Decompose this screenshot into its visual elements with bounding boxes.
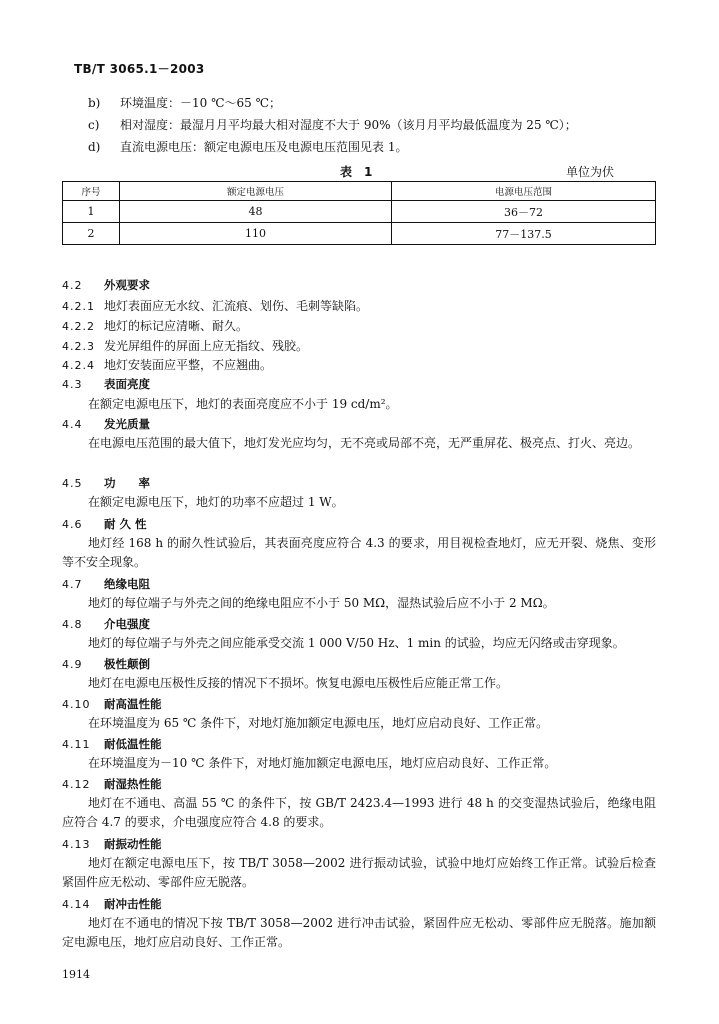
table-unit: 单位为伏 (566, 165, 615, 179)
section-body-4-7: 地灯的每位端子与外壳之间的绝缘电阻应不小于 50 MΩ，湿热试验后应不小于 2 MΩ。 (88, 596, 555, 610)
section-number: 4.7 (62, 578, 83, 591)
section-number: 4.8 (62, 618, 83, 631)
section-title: 绝缘电阻 (104, 577, 150, 591)
condition-label: c) (88, 118, 100, 132)
section-number: 4.2.2 (62, 320, 95, 333)
section-heading-4-2 (62, 277, 150, 294)
section-heading-4-9 (62, 656, 150, 673)
section-heading-4-3 (62, 376, 150, 393)
section-heading-4-11 (62, 736, 162, 753)
section-heading-4-8 (62, 616, 150, 633)
section-body-4-6: 地灯经 168 h 的耐久性试验后，其表面亮度应符合 4.3 的要求，用目视检查地灯，应无开裂、烧焦、变形等不安全现象。 (62, 536, 656, 569)
section-title: 极性颠倒 (104, 657, 150, 671)
section-item-4-2-1 (62, 298, 368, 315)
section-heading-4-10 (62, 696, 162, 713)
section-number: 4.13 (62, 838, 91, 851)
section-text: 地灯安装面应平整，不应翘曲。 (104, 358, 273, 372)
section-title: 外观要求 (104, 278, 150, 292)
table-caption: 表 1 (340, 165, 373, 179)
section-title: 耐湿热性能 (104, 777, 162, 791)
section-body-4-5: 在额定电源电压下，地灯的功率不应超过 1 W。 (88, 495, 344, 509)
section-number: 4.4 (62, 418, 83, 431)
section-heading-4-13 (62, 836, 162, 853)
section-title: 耐高温性能 (104, 697, 162, 711)
section-heading-4-12 (62, 776, 162, 793)
section-text: 地灯表面应无水纹、汇流痕、划伤、毛刺等缺陷。 (104, 299, 369, 313)
condition-item-c (88, 117, 577, 133)
section-number: 4.9 (62, 658, 83, 671)
section-title: 耐 久 性 (104, 517, 147, 531)
section-body-4-12: 地灯在不通电、高温 55 ℃ 的条件下，按 GB/T 2423.4—1993 进行 48 h 的交变湿热试验后，绝缘电阻应符合 4.7 的要求，介电强度应符合 4.8 的要求。 (62, 796, 656, 829)
header-cell-index: 序号 (63, 182, 120, 201)
section-number: 4.2.1 (62, 300, 95, 313)
standard-code-header: TB/T 3065.1－2003 (74, 62, 205, 76)
section-number: 4.2.3 (62, 340, 95, 353)
table-cell: 36－72 (392, 201, 656, 223)
condition-label: d) (88, 140, 101, 154)
section-number: 4.14 (62, 898, 91, 911)
header-cell-voltage-range: 电源电压范围 (392, 182, 656, 201)
condition-label: b) (88, 96, 101, 110)
voltage-table (62, 181, 656, 245)
condition-item-b (88, 95, 281, 111)
table-header-row (63, 182, 656, 201)
table-cell: 2 (63, 223, 120, 245)
section-heading-4-6 (62, 516, 147, 533)
section-title: 发光质量 (104, 417, 150, 431)
section-title: 介电强度 (104, 617, 150, 631)
section-heading-4-14 (62, 896, 162, 913)
section-heading-4-7 (62, 576, 150, 593)
section-title: 耐振动性能 (104, 837, 162, 851)
condition-text: 直流电源电压：额定电源电压及电源电压范围见表 1。 (120, 140, 408, 154)
section-heading-4-5 (62, 475, 150, 492)
section-number: 4.11 (62, 738, 91, 751)
section-number: 4.5 (62, 477, 83, 490)
section-body-4-10: 在环境温度为 65 ℃ 条件下，对地灯施加额定电源电压，地灯应启动良好、工作正常。 (88, 716, 549, 730)
section-text: 发光屏组件的屏面上应无指纹、残胶。 (104, 339, 309, 353)
section-number: 4.10 (62, 698, 91, 711)
section-body-4-8: 地灯的每位端子与外壳之间应能承受交流 1 000 V/50 Hz、1 min 的试验，均应无闪络或击穿现象。 (88, 636, 625, 650)
table-cell: 48 (120, 201, 392, 223)
section-body-4-11: 在环境温度为－10 ℃ 条件下，对地灯施加额定电源电压，地灯应启动良好、工作正常。 (88, 756, 557, 770)
table-cell: 110 (120, 223, 392, 245)
section-title: 功 率 (104, 476, 150, 490)
section-body-4-13: 地灯在额定电源电压下，按 TB/T 3058—2002 进行振动试验，试验中地灯应始终工作正常。试验后检查紧固件应无松动、零部件应无脱落。 (62, 856, 656, 889)
section-body-4-3: 在额定电源电压下，地灯的表面亮度应不小于 19 cd/m²。 (88, 397, 398, 411)
section-item-4-2-3 (62, 338, 308, 355)
condition-item-d (88, 139, 407, 155)
section-title: 表面亮度 (104, 377, 150, 391)
section-title: 耐冲击性能 (104, 897, 162, 911)
condition-text: 相对湿度：最湿月月平均最大相对湿度不大于 90%（该月月平均最低温度为 25 ℃）； (120, 118, 577, 132)
table-cell: 77－137.5 (392, 223, 656, 245)
section-body-4-4: 在电源电压范围的最大值下，地灯发光应均匀，无不亮或局部不亮，无严重屏花、极亮点、打火、亮边。 (88, 436, 641, 450)
section-text: 地灯的标记应清晰、耐久。 (104, 319, 249, 333)
section-item-4-2-4 (62, 357, 272, 374)
header-cell-rated-voltage: 额定电源电压 (120, 182, 392, 201)
condition-text: 环境温度：－10 ℃～65 ℃； (120, 96, 282, 110)
page-number: 1914 (62, 968, 90, 981)
section-number: 4.3 (62, 378, 83, 391)
section-body-4-14: 地灯在不通电的情况下按 TB/T 3058—2002 进行冲击试验，紧固件应无松动、零部件应无脱落。施加额定电源电压，地灯应启动良好、工作正常。 (62, 916, 656, 949)
table-cell: 1 (63, 201, 120, 223)
section-item-4-2-2 (62, 318, 248, 335)
table-row (63, 201, 656, 223)
section-title: 耐低温性能 (104, 737, 162, 751)
section-number: 4.6 (62, 518, 83, 531)
section-body-4-9: 地灯在电源电压极性反接的情况下不损坏。恢复电源电压极性后应能正常工作。 (88, 676, 509, 690)
section-number: 4.2 (62, 279, 83, 292)
section-number: 4.2.4 (62, 359, 95, 372)
section-heading-4-4 (62, 416, 150, 433)
table-row (63, 223, 656, 245)
section-number: 4.12 (62, 778, 91, 791)
